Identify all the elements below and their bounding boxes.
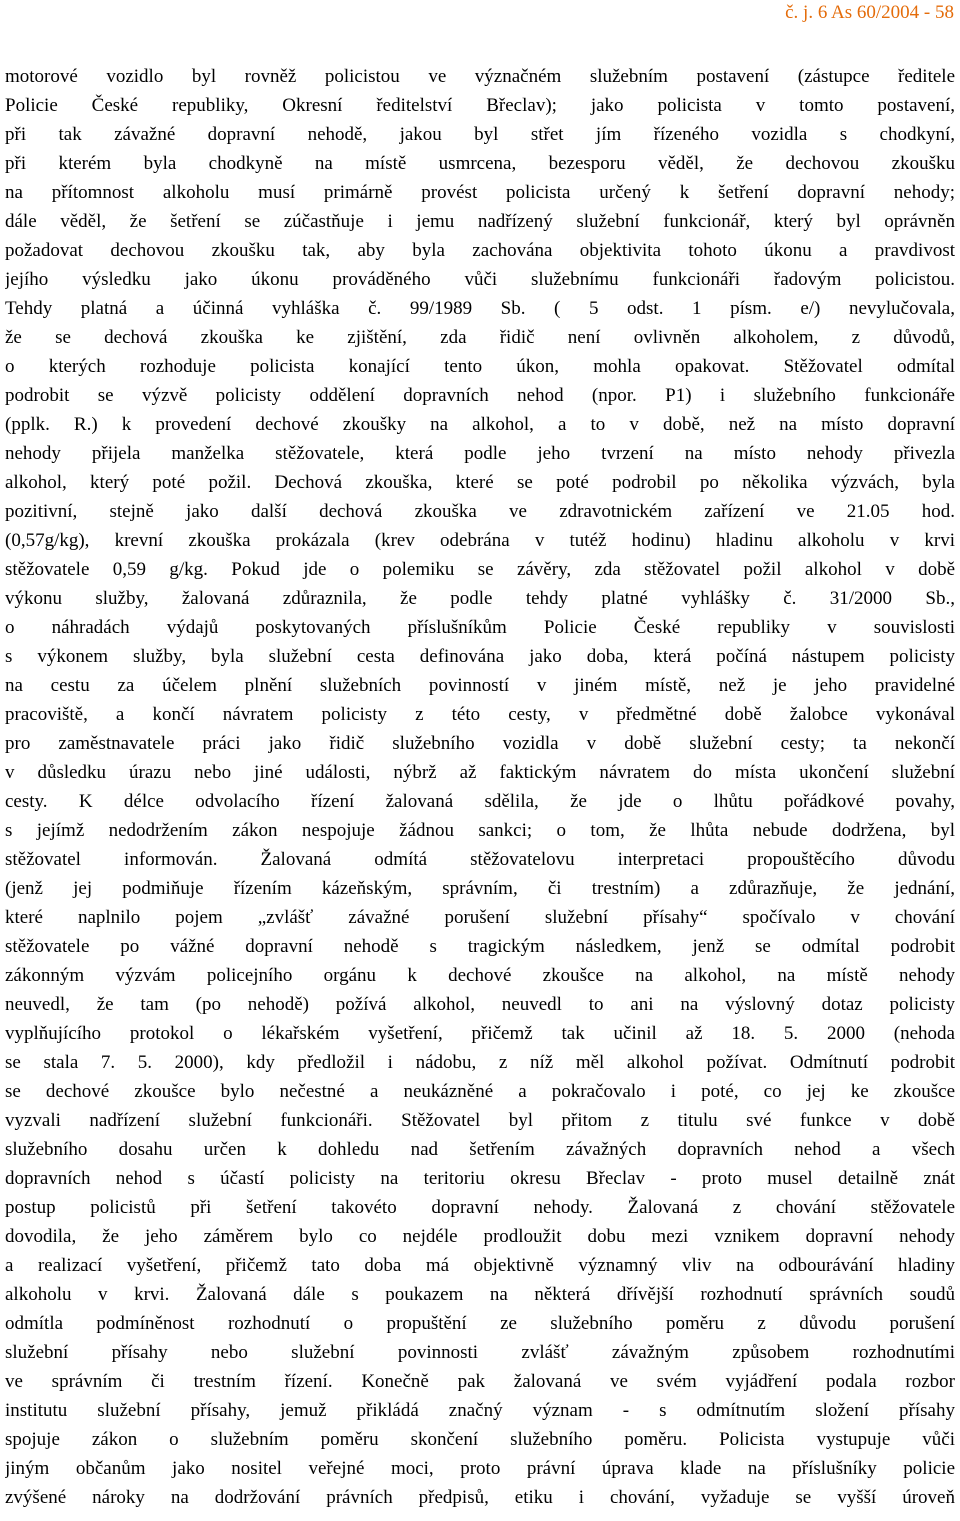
text-line: ve správním či trestním řízení. Konečně pak žalovaná ve svém vyjádření podala rozbor <box>5 1371 955 1392</box>
text-line: které naplnilo pojem „zvlášť závažné porušení služební přísahy“ spočívalo v chování <box>5 907 955 928</box>
text-line: cesty. K délce odvolacího řízení žalovaná sdělila, že jde o lhůtu pořádkové povahy, <box>5 791 955 812</box>
text-line: stěžovatele po vážné dopravní nehodě s tragickým následkem, jenž se odmítal podrobit <box>5 936 955 957</box>
text-line: Tehdy platná a účinná vyhláška č. 99/1989 Sb. ( 5 odst. 1 písm. e/) nevylučovala, <box>5 298 955 319</box>
text-line: Policie České republiky, Okresní ředitelství Břeclav); jako policista v tomto postavení, <box>5 95 955 116</box>
text-line: zákonným výzvám policejního orgánu k dechové zkoušce na alkohol, na místě nehody <box>5 965 955 986</box>
text-line: služební přísahy nebo služební povinnosti zvlášť závažným způsobem rozhodnutími <box>5 1342 955 1363</box>
text-line: institutu služební přísahy, jemuž přikládá značný význam - s odmítnutím složení přísahy <box>5 1400 955 1421</box>
text-line: pracoviště, a končí návratem policisty z této cesty, v předmětné době žalobce vykonával <box>5 704 955 725</box>
text-line: dopravních nehod s účastí policisty na teritoriu okresu Břeclav - proto musel detailně znát <box>5 1168 955 1189</box>
text-line: při kterém byla chodkyně na místě usmrcena, bezesporu věděl, že dechovou zkoušku <box>5 153 955 174</box>
text-line: pro zaměstnavatele práci jako řidič služebního vozidla v době služební cesty; ta nekončí <box>5 733 955 754</box>
text-line: (0,57g/kg), krevní zkouška prokázala (krev odebrána v tutéž hodinu) hladinu alkoholu v krvi <box>5 530 955 551</box>
text-line: alkohol, který poté požil. Dechová zkouška, které se poté podrobil po několika výzvách, byla <box>5 472 955 493</box>
text-line: spojuje zákon o služebním poměru skončení služebního poměru. Policista vystupuje vůči <box>5 1429 955 1450</box>
text-line: výkonu služby, žalovaná zdůraznila, že podle tehdy platné vyhlášky č. 31/2000 Sb., <box>5 588 955 609</box>
text-line: podrobit se výzvě policisty oddělení dopravních nehod (npor. P1) i služebního funkcionáře <box>5 385 955 406</box>
text-line: postup policistů při šetření takovéto dopravní nehody. Žalovaná z chování stěžovatele <box>5 1197 955 1218</box>
text-line: vyplňujícího protokol o lékařském vyšetření, přičemž tak učinil až 18. 5. 2000 (nehoda <box>5 1023 955 1044</box>
text-line: s výkonem služby, byla služební cesta definována jako doba, která počíná nástupem policisty <box>5 646 955 667</box>
text-line: stěžovatel informován. Žalovaná odmítá stěžovatelovu interpretaci propouštěcího důvodu <box>5 849 955 870</box>
text-line: (jenž jej podmiňuje řízením kázeňským, správním, či trestním) a zdůrazňuje, že jednání, <box>5 878 955 899</box>
text-line: jejího výsledku jako úkonu prováděného vůči služebnímu funkcionáři řadovým policistou. <box>5 269 955 290</box>
text-line: s jejímž nedodržením zákon nespojuje žádnou sankci; o tom, že lhůta nebude dodržena, byl <box>5 820 955 841</box>
text-line: zvýšené nároky na dodržování právních předpisů, etiku i chování, vyžaduje se vyšší úroveň <box>5 1487 955 1508</box>
text-line: motorové vozidlo byl rovněž policistou ve význačném služebním postavení (zástupce ředitele <box>5 66 955 87</box>
text-line: odmítla podmíněnost rozhodnutí o propuštění ze služebního poměru z důvodu porušení <box>5 1313 955 1334</box>
document-body <box>5 62 955 1512</box>
text-line: v důsledku úrazu nebo jiné události, nýbrž až faktickým návratem do místa ukončení služební <box>5 762 955 783</box>
text-line: o náhradách výdajů poskytovaných příslušníkům Policie České republiky v souvislosti <box>5 617 955 638</box>
text-line: pozitivní, stejně jako další dechová zkouška ve zdravotnickém zařízení ve 21.05 hod. <box>5 501 955 522</box>
text-line: neuvedl, že tam (po nehodě) požívá alkohol, neuvedl to ani na výslovný dotaz policisty <box>5 994 955 1015</box>
text-line: nehody přijela manželka stěžovatele, která podle jeho tvrzení na místo nehody přivezla <box>5 443 955 464</box>
text-line: stěžovatele 0,59 g/kg. Pokud jde o polemiku se závěry, zda stěžovatel požil alkohol v době <box>5 559 955 580</box>
text-line: na přítomnost alkoholu musí primárně provést policista určený k šetření dopravní nehody; <box>5 182 955 203</box>
text-line: dále věděl, že šetření se zúčastňuje i jemu nadřízený služební funkcionář, který byl oprávněn <box>5 211 955 232</box>
text-line: alkoholu v krvi. Žalovaná dále s poukazem na některá dřívější rozhodnutí správních soudů <box>5 1284 955 1305</box>
text-line: na cestu za účelem plnění služebních povinností v jiném místě, než je jeho pravidelné <box>5 675 955 696</box>
text-line: a realizací vyšetření, přičemž tato doba má objektivně významný vliv na odbourávání hladiny <box>5 1255 955 1276</box>
text-line: služebního dosahu určen k dohledu nad šetřením závažných dopravních nehod a všech <box>5 1139 955 1160</box>
text-line: jiným občanům jako nositel veřejné moci, proto právní úprava klade na příslušníky policie <box>5 1458 955 1479</box>
text-line: se stala 7. 5. 2000), kdy předložil i nádobu, z níž měl alkohol požívat. Odmítnutí podrobit <box>5 1052 955 1073</box>
text-line: o kterých rozhoduje policista konající tento úkon, mohla opakovat. Stěžovatel odmítal <box>5 356 955 377</box>
text-line: (pplk. R.) k provedení dechové zkoušky na alkohol, a to v době, než na místo dopravní <box>5 414 955 435</box>
text-line: vyzvali nadřízení služební funkcionáři. Stěžovatel byl přitom z titulu své funkce v době <box>5 1110 955 1131</box>
text-line: dovodila, že jeho záměrem bylo co nejdéle prodloužit dobu mezi vznikem dopravní nehody <box>5 1226 955 1247</box>
text-line: se dechové zkoušce bylo nečestné a neukázněné a pokračovalo i poté, co jej ke zkoušce <box>5 1081 955 1102</box>
text-line: požadovat dechovou zkoušku tak, aby byla zachována objektivita tohoto úkonu a pravdivost <box>5 240 955 261</box>
page-header-case-number: č. j. 6 As 60/2004 - 58 <box>785 2 954 23</box>
text-line: že se dechová zkouška ke zjištění, zda řidič není ovlivněn alkoholem, z důvodů, <box>5 327 955 348</box>
text-line: při tak závažné dopravní nehodě, jakou byl střet jím řízeného vozidla s chodkyní, <box>5 124 955 145</box>
